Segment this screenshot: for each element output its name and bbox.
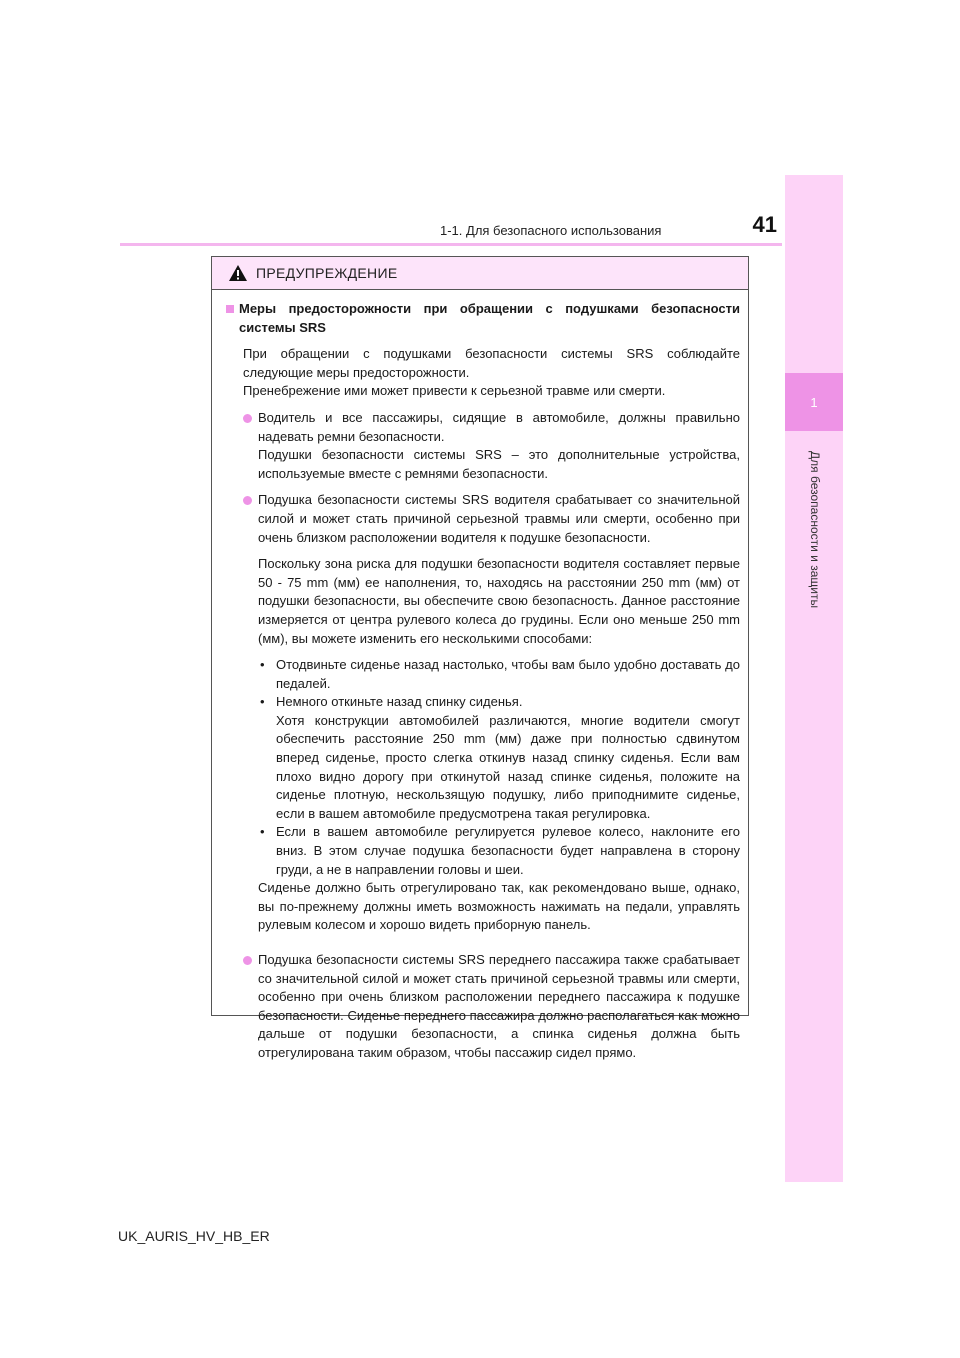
adjustment-list [258, 656, 740, 879]
bullet-1-line-2: Подушки безопасности системы SRS – это дополнительные устройства, используемые вместе с ремнями безопасности. [258, 447, 740, 481]
round-bullet-icon [243, 414, 252, 423]
bullet-2-closing: Сиденье должно быть отрегулировано так, как рекомендовано выше, однако, вы по-прежнему должны иметь возможность нажимать на педали, управлять рулевым колесом и хорошо видеть приборную панель. [258, 880, 740, 933]
chapter-side-tab [785, 175, 843, 1182]
round-bullet-icon [243, 496, 252, 505]
bullet-3-text: Подушка безопасности системы SRS переднего пассажира также срабатывает со значительной силой и может стать причиной серьезной травмы или смерти, особенно при очень близком расположении переднего пассажира к подушке безопасности. Сиденье переднего пассажира должно располагаться как можно дальше от подушки безопасности, а спинка сиденья должна быть отрегулирована таким образом, чтобы пассажир сидел прямо. [258, 952, 740, 1060]
bullet-2-distance-text: Поскольку зона риска для подушки безопасности водителя составляет первые 50 - 75 mm (мм) ее наполнения, то, находясь на расстоянии 250 mm (мм) от подушки безопасности, вы обеспечите свою безопасность. Данное расстояние измеряется от центра рулевого колеса до грудины. Если оно меньше 250 mm (мм), вы можете изменить его несколькими способами: [258, 556, 740, 646]
header-divider [120, 243, 782, 246]
warning-triangle-icon [228, 264, 248, 282]
square-bullet-icon [226, 305, 234, 313]
section-heading [226, 300, 740, 337]
adjustment-1: Отодвиньте сиденье назад настолько, чтобы вам было удобно доставать до педалей. [276, 657, 740, 691]
list-item [243, 491, 740, 943]
bullet-2-text: Подушка безопасности системы SRS водителя срабатывает со значительной силой и может стать причиной серьезной травмы или смерти, особенно при очень близком расположении водителя к подушке безопасности. [258, 492, 740, 545]
warning-body [212, 290, 748, 1063]
list-item [243, 409, 740, 483]
chapter-label: Для безопасности и защиты [808, 451, 822, 609]
warning-header [212, 257, 748, 290]
chapter-number-tab: 1 [785, 373, 843, 431]
warning-box [211, 256, 749, 1060]
round-bullet-icon [243, 956, 252, 965]
document-code: UK_AURIS_HV_HB_ER [118, 1228, 270, 1244]
adjustment-2-detail: Хотя конструкции автомобилей различаются, многие водители смогут обеспечить расстояние 250 mm (мм) даже при полностью сдвинутом вперед сиденье, просто слегка откинув назад спинку сиденья. Если вам плохо видно дорогу при откинутой назад спинке сиденья, положите на сиденье плотную, нескользящую подушку, либо приподнимите сиденье, если в вашем автомобиле предусмотрена такая регулировка. [276, 712, 740, 821]
section-title: 1-1. Для безопасного использования [440, 223, 662, 238]
bullet-1-line-1: Водитель и все пассажиры, сидящие в автомобиле, должны правильно надевать ремни безопасности. [258, 409, 740, 444]
list-item: • Отодвиньте сиденье назад настолько, чтобы вам было удобно доставать до педалей. [258, 656, 740, 693]
list-item: • Если в вашем автомобиле регулируется рулевое колесо, наклоните его вниз. В этом случае подушка безопасности будет направлена в сторону груди, а не в направлении головы и шеи. [258, 823, 740, 879]
section-heading-text: Меры предосторожности при обращении с подушками безопасности системы SRS [239, 301, 740, 335]
adjustment-2: Немного откиньте назад спинку сиденья. [276, 694, 523, 710]
adjustment-3: Если в вашем автомобиле регулируется рулевое колесо, наклоните его вниз. В этом случае подушка безопасности будет направлена в сторону груди, а не в направлении головы и шеи. [276, 824, 740, 877]
intro-line-1: При обращении с подушками безопасности системы SRS соблюдайте следующие меры предосторожности. [243, 346, 740, 380]
warning-title: ПРЕДУПРЕЖДЕНИЕ [256, 265, 398, 281]
list-item: • Немного откиньте назад спинку сиденья. Хотя конструкции автомобилей различаются, многие водители смогут обеспечить расстояние 250 mm (мм) даже при полностью сдвинутом вперед сиденье, просто слегка откинув назад спинку сиденья. Если вам плохо видно дорогу при откинутой назад спинке сиденья, положите на сиденье плотную, нескользящую подушку, либо приподнимите сиденье, если в вашем автомобиле предусмотрена такая регулировка. [260, 694, 740, 821]
list-item [243, 951, 740, 1063]
intro-line-2: Пренебрежение ими может привести к серьезной травме или смерти. [243, 383, 666, 399]
intro-paragraph [243, 345, 740, 401]
page-number: 41 [752, 212, 777, 237]
